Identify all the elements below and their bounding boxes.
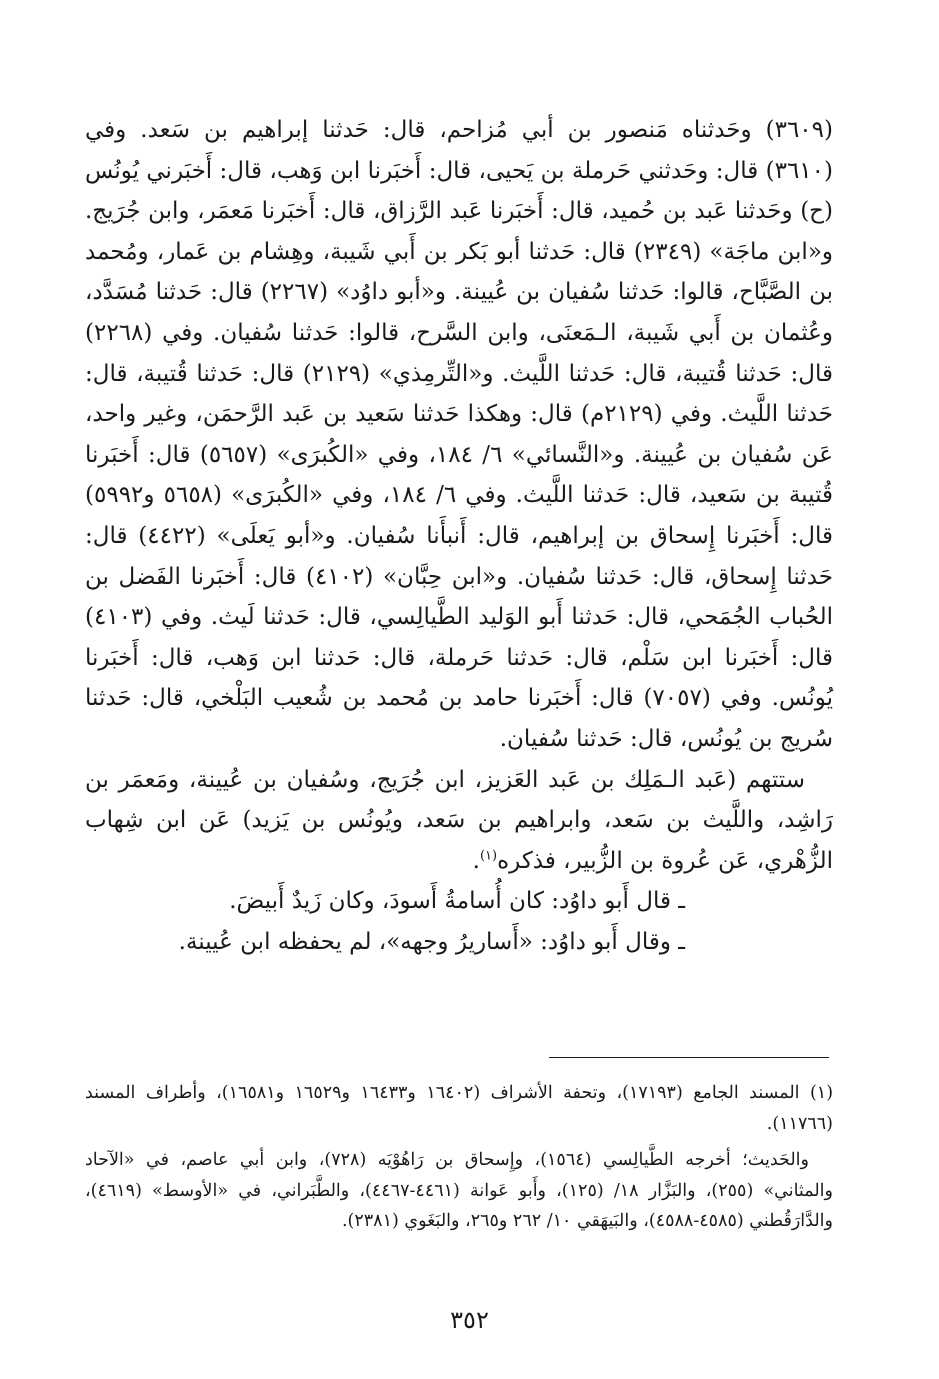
abu-dawud-quote-1: ـ قال أَبو داوُد: كان أُسامةُ أَسودَ، وكان زَيدٌ أَبيضَ. <box>229 888 685 915</box>
footnote-takhrij: والحَديث؛ أخرجه الطَّيالِسي (١٥٦٤)، وإِسحاق بن رَاهُوْيَه (٧٢٨)، وابن أبي عاصم، في «الآحاد والمثاني» (٢٥٥)، والبَزَّار ١٨/ (١٢٥)، وأَبو عَوانة (٤٤٦١-٤٤٦٧)، والطَّبَراني، في «الأوسط» (٤٦١٩)، والدَّارَقُطني (٤٥٨٥-٤٥٨٨)، والبَيهَقي ١٠/ ٢٦٢ و٢٦٥، والبَغَوي (٢٣٨١). <box>85 1150 833 1231</box>
hadith-chain-paragraph: (٣٦٠٩) وحَدثناه مَنصور بن أبي مُزاحم، قال: حَدثنا إبراهيم بن سَعد. وفي (٣٦١٠) قال: وحَدثني حَرملة بن يَحيى، قال: أَخبَرنا ابن وَهب، قال: أَخبَرني يُونُس (ح) وحَدثنا عَبد بن حُميد، قال: أَخبَرنا عَبد الرَّزاق، قال: أَخبَرنا مَعمَر، وابن جُرَيج. و«ابن ماجَة» (٢٣٤٩) قال: حَدثنا أبو بَكر بن أَبي شَيبة، وهِشام بن عَمار، ومُحمد بن الصَّبَّاح، قالوا: حَدثنا سُفيان بن عُيينة. و«أبو داوُد» (٢٢٦٧) قال: حَدثنا مُسَدَّد، وعُثمان بن أَبي شَيبة، الـمَعنَى، وابن السَّرح، قالوا: حَدثنا سُفيان. وفي (٢٢٦٨) قال: حَدثنا قُتيبة، قال: حَدثنا اللَّيث. و«التِّرمِذي» (٢١٢٩) قال: حَدثنا قُتيبة، قال: حَدثنا اللَّيث. وفي (٢١٢٩م) قال: وهكذا حَدثنا سَعيد بن عَبد الرَّحمَن، وغير واحد، عَن سُفيان بن عُيينة. و«النَّسائي» ٦/ ١٨٤، وفي «الكُبرَى» (٥٦٥٧) قال: أَخبَرنا قُتيبة بن سَعيد، قال: حَدثنا اللَّيث. وفي ٦/ ١٨٤، وفي «الكُبرَى» (٥٦٥٨ و٥٩٩٢) قال: أَخبَرنا إِسحاق بن إبراهيم، قال: أَنبأَنا سُفيان. و«أبو يَعلَى» (٤٤٢٢) قال: حَدثنا إِسحاق، قال: حَدثنا سُفيان. و«ابن حِبَّان» (٤١٠٢) قال: أَخبَرنا الفَضل بن الحُباب الجُمَحي، قال: حَدثنا أَبو الوَليد الطَّيالِسي، قال: حَدثنا لَيث. وفي (٤١٠٣) قال: أَخبَرنا ابن سَلْم، قال: حَدثنا حَرملة، قال: حَدثنا ابن وَهب، قال: أَخبَرنا يُونُس. وفي (٧٠٥٧) قال: أَخبَرنا حامد بن مُحمد بن شُعيب البَلْخي، قال: حَدثنا سُريج بن يُونُس، قال: حَدثنا سُفيان. <box>85 117 834 752</box>
footnote-reference: (١) <box>479 848 498 864</box>
footnote-separator <box>549 1057 829 1058</box>
footnotes <box>85 1078 833 1243</box>
main-text <box>85 110 833 962</box>
page-number: ٣٥٢ <box>450 1306 489 1334</box>
abu-dawud-quote-2: ـ وقال أَبو داوُد: «أَساريرُ وجهه»، لم يحفظه ابن عُيينة. <box>178 928 685 955</box>
footnote-1: (١) المسند الجامع (١٧١٩٣)، وتحفة الأشراف (١٦٤٠٢ و١٦٤٣٣ و١٦٥٢٩ و١٦٥٨١)، وأطراف المسند (١١٧٦٦). <box>85 1083 834 1134</box>
summary-text: ستتهم (عَبد الـمَلِك بن عَبد العَزيز، ابن جُرَيج، وسُفيان بن عُيينة، ومَعمَر بن رَاشِد، واللَّيث بن سَعد، وابراهيم بن سَعد، ويُونُس بن يَزيد) عَن ابن شِهاب الزُّهْري، عَن عُروة بن الزُّبير، فذكره <box>85 766 833 874</box>
summary-paragraph: ستتهم (عَبد الـمَلِك بن عَبد العَزيز، ابن جُرَيج، وسُفيان بن عُيينة، ومَعمَر بن رَاشِد، واللَّيث بن سَعد، وابراهيم بن سَعد، ويُونُس بن يَزيد) عَن ابن شِهاب الزُّهْري، عَن عُروة بن الزُّبير، فذكره$^{(١)}$. <box>85 766 833 874</box>
